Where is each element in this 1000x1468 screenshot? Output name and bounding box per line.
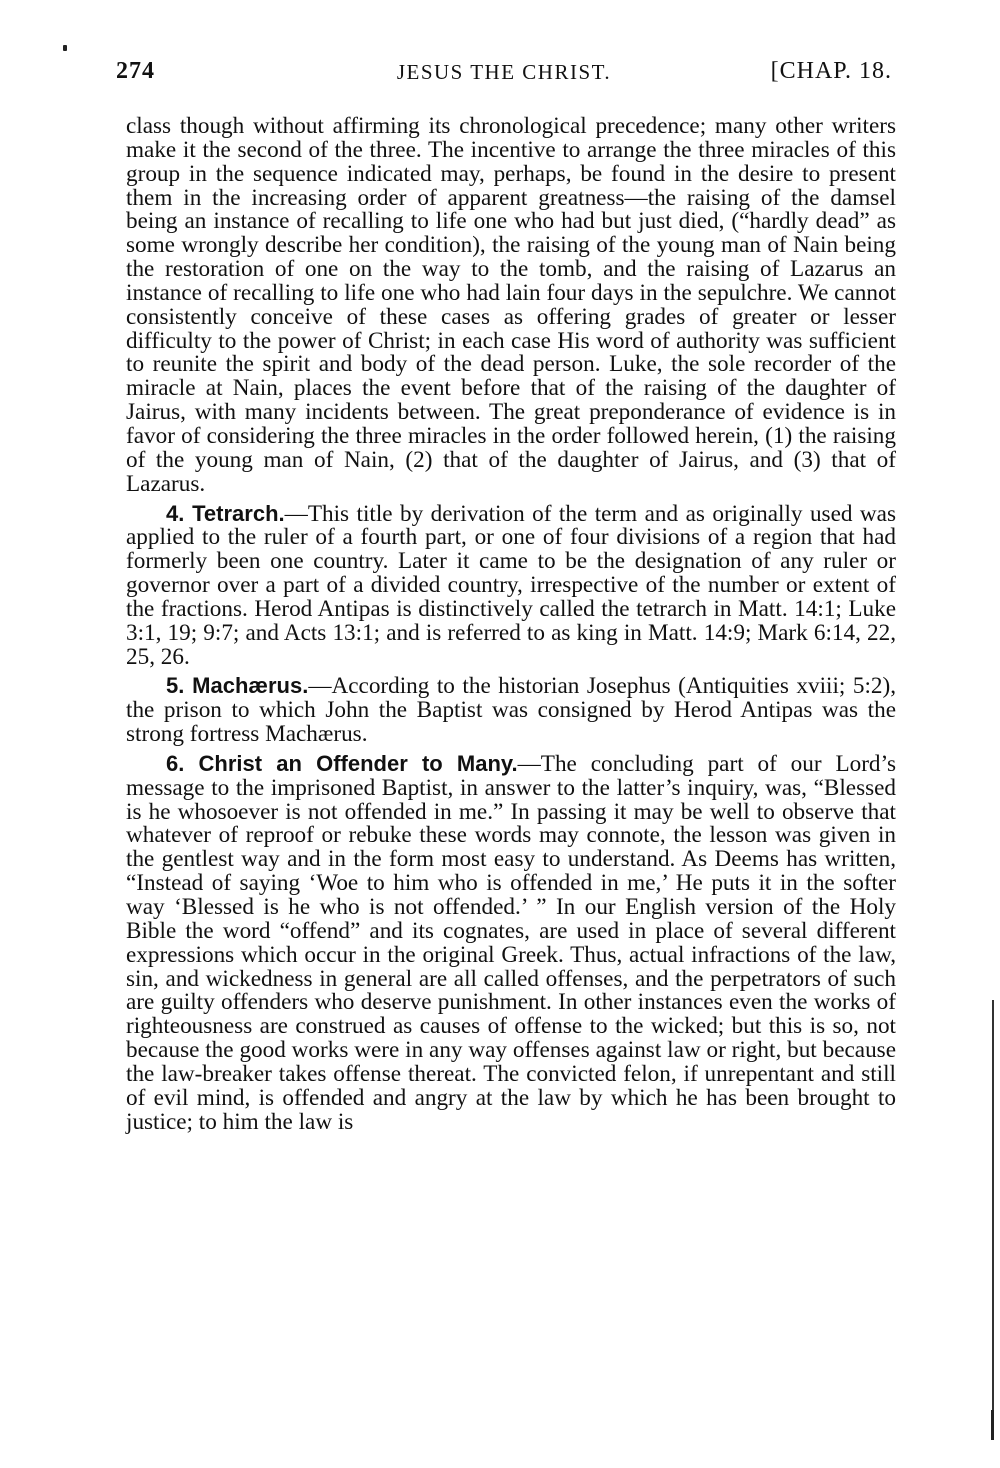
scan-edge-mark — [991, 1410, 994, 1440]
paragraph-continuation — [126, 115, 896, 497]
paragraph-text: —The concluding part of our Lord’s message to the imprisoned Baptist, in answer to the latter’s inquiry, was, “Blessed is he whosoever is not offended in me.” In passing it may be well to observe that whatever of reproof or rebuke these words may connote, the lesson was given in the gentlest way and in the form most easy to understand. As Deems has written, “Instead of saying ‘Woe to him who is offended in me,’ He puts it in the softer way ‘Blessed is he who is not offended.’ ” In our English version of the Holy Bible the word “offend” and its cognates, are used in place of several different expressions which occur in the original Greek. Thus, actual infractions of the law, sin, and wickedness in general are all called offenses, and the perpetrators of such are guilty offenders who deserve punishment. In other instances even the works of righteousness are construed as causes of offense to the wicked; but this is so, not because the good works were in any way offenses against law or right, but because the law-breaker takes offense thereat. The convicted felon, if unrepentant and still of evil mind, is offended and angry at the law by which he has been brought to justice; to him the law is — [126, 750, 896, 1135]
page-number: 274 — [116, 58, 155, 84]
note-heading: 5. Machærus. — [166, 673, 309, 699]
body-text — [126, 115, 896, 1139]
page-header — [116, 58, 892, 98]
note-machaerus — [126, 674, 896, 747]
running-title: JESUS THE CHRIST. — [396, 60, 612, 84]
paragraph-text: —According to the historian Josephus (Antiquities xviii; 5:2), the prison to which John the Baptist was consigned by Herod Antipas was the strong fortress Machærus. — [126, 673, 896, 748]
scan-edge-line — [992, 1000, 994, 1440]
paragraph-text: class though without affirming its chronological precedence; many other writers make it the second of the three. The incentive to arrange the three miracles of this group in the sequence indicated may, perhaps, be found in the desire to present them in the increasing order of apparent greatness—the raising of the damsel being an instance of recalling to life one who had but just died, (“hardly dead” as some wrongly describe her condition), the raising of the young man of Nain being the restoration of one on the way to the tomb, and the raising of Lazarus an instance of recalling to life one who had lain four days in the sepulchre. We cannot consistently conceive of these cases as offering grades of greater or lesser difficulty to the power of Christ; in each case His word of authority was sufficient to reunite the spirit and body of the dead person. Luke, the sole recorder of the miracle at Nain, places the event before that of the raising of the daughter of Jairus, with many incidents between. The great preponderance of evidence is in favor of considering the three miracles in the order followed herein, (1) the raising of the young man of Nain, (2) that of the daughter of Jairus, and (3) that of Lazarus. — [126, 113, 896, 497]
note-heading: 6. Christ an Offender to Many. — [166, 750, 518, 776]
note-christ-offender — [126, 752, 896, 1135]
paragraph-text: —This title by derivation of the term and as originally used was applied to the ruler of a fourth part, or one of four divisions of a region that had formerly been one country. Later it came to be the designation of any ruler or governor over a part of a divided country, irrespective of the number or extent of the fractions. Herod Antipas is distinctively called the tetrarch in Matt. 14:1; Luke 3:1, 19; 9:7; and Acts 13:1; and is referred to as king in Matt. 14:9; Mark 6:14, 22, 25, 26. — [126, 500, 896, 670]
note-heading: 4. Tetrarch. — [166, 500, 285, 526]
chapter-label: [CHAP. 18. — [770, 58, 892, 84]
margin-mark — [63, 45, 67, 51]
note-tetrarch — [126, 502, 896, 670]
